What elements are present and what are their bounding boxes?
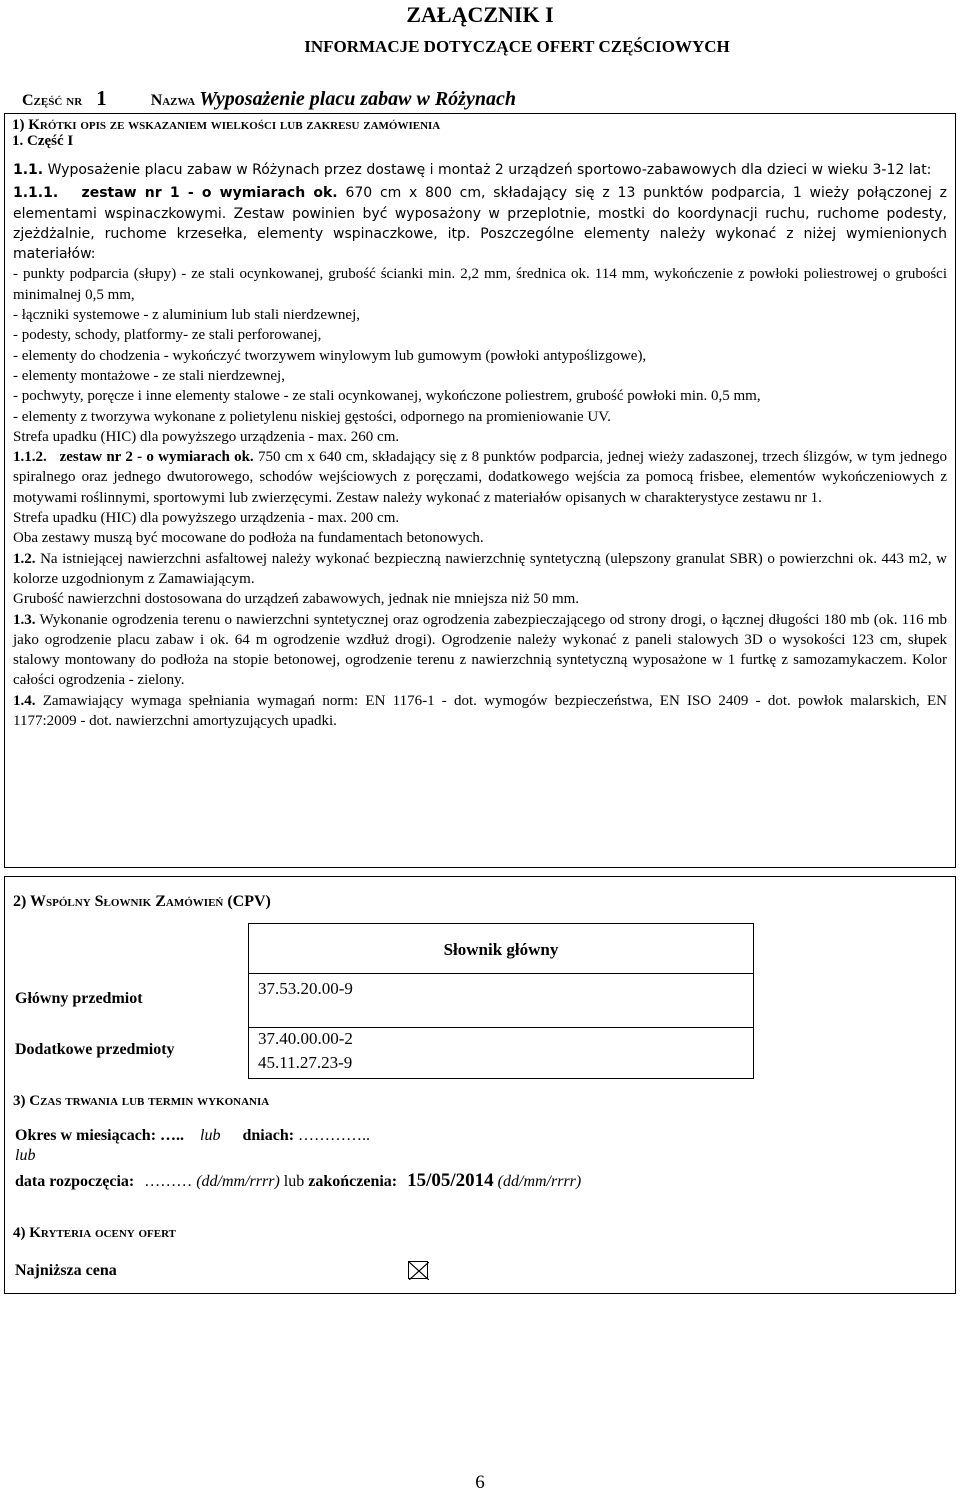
material-item: - elementy montażowe - ze stali nierdzewnej, <box>13 367 285 384</box>
paragraph-number: 1.2. <box>13 550 36 567</box>
end-label: zakończenia: <box>308 1173 398 1190</box>
paragraph-lead: zestaw nr 2 - o wymiarach ok. <box>59 449 254 466</box>
paragraph-text: Zamawiający wymaga spełniania wymagań norm: EN 1176-1 - dot. wymogów bezpieczeństwa, EN ISO 2409 - dot. powłok malarskich, EN 1177:2009 - dot. nawierzchni amortyzujących upadki. <box>13 692 948 730</box>
material-item: - elementy do chodzenia - wykończyć tworzywem winylowym lub gumowym (powłoki antypoślizgowe), <box>13 347 647 364</box>
days-label: dniach: <box>242 1127 295 1144</box>
page-number: 6 <box>475 1472 485 1493</box>
paragraph-number: 1.1.2. <box>13 449 47 466</box>
end-format: (dd/mm/rrrr) <box>497 1173 582 1190</box>
material-item: - łączniki systemowe - z aluminium lub stali nierdzewnej, <box>13 307 360 324</box>
part-line <box>22 86 516 111</box>
checkbox-cross-icon <box>409 1262 429 1280</box>
or-text: lub <box>200 1127 221 1144</box>
paragraph-text: Grubość nawierzchni dostosowana do urządzeń zabawowych, jednak nie mniejsza niż 50 mm. <box>13 591 580 608</box>
cpv-code: 45.11.27.23-9 <box>258 1053 353 1072</box>
criterion-label: Najniższa cena <box>15 1262 117 1279</box>
paragraph-number: 1.1. <box>13 162 44 178</box>
cpv-code: 37.40.00.00-2 <box>258 1029 353 1048</box>
material-item: - pochwyty, poręcze i inne elementy stalowe - ze stali ocynkowanej, wykończone poliestrem, grubość powłoki min. 0,5 mm, <box>13 388 761 405</box>
table-line <box>248 1078 754 1079</box>
paragraph-text: Oba zestawy muszą być mocowane do podłoża na fundamentach betonowych. <box>13 530 484 547</box>
part-label: Część nr <box>22 92 83 109</box>
cpv-code: 37.53.20.00-9 <box>258 979 353 998</box>
paragraph-number: 1.1.1. <box>13 185 59 202</box>
name-value: Wyposażenie placu zabaw w Różynach <box>199 88 516 110</box>
section-1-body <box>13 160 947 731</box>
paragraph-text: Na istniejącej nawierzchni asfaltowej należy wykonać bezpieczną nawierzchnię syntetyczną (ulepszony granulat SBR) o powierzchni ok. 443 m2, w kolorze uzgodnionym z Zamawiającym. <box>13 550 947 587</box>
document-title: ZAŁĄCZNIK I <box>406 2 554 27</box>
cpv-column-header: Słownik główny <box>443 940 559 959</box>
paragraph-number: 1.4. <box>13 692 36 709</box>
paragraph-text: Wyposażenie placu zabaw w Różynach przez dostawę i montaż 2 urządzeń sportowo-zabawowych dla dzieci w wieku 3-12 lat: <box>47 162 932 178</box>
months-value: ….. <box>160 1127 185 1144</box>
months-label: Okres w miesiącach: <box>15 1127 157 1144</box>
criterion-checkbox[interactable] <box>408 1261 428 1279</box>
paragraph-lead: zestaw nr 1 - o wymiarach ok. <box>81 185 338 202</box>
document-subtitle: INFORMACJE DOTYCZĄCE OFERT CZĘŚCIOWYCH <box>304 37 730 56</box>
start-value: ……… <box>144 1173 193 1190</box>
material-item: Strefa upadku (HIC) dla powyższego urządzenia - max. 260 cm. <box>13 428 400 445</box>
paragraph-text: 670 cm x 800 cm, składający się z 13 punktów podparcia, 1 wieży połączonej z elementami wspinaczkowymi. Zestaw powinien być wyposażony w przeplotnie, mostki do koordynacji ruchu, ruchome podesty, zjeżdżalnie, ruchome krzesełka, elementy wspinaczkowe, itp. Poszczególne elementy należy wykonać z niżej wymienionych materiałów: <box>13 185 948 263</box>
material-item: - podesty, schody, platformy- ze stali perforowanej, <box>13 327 322 344</box>
table-line <box>248 923 754 924</box>
dates-line <box>15 1170 581 1192</box>
paragraph-text: 750 cm x 640 cm, składający się z 8 punktów podparcia, jednej wieży zadaszonej, trzech ślizgów, w tym jednego spiralnego oraz jednego dwutorowego, schodów wejściowych z poręczami, dodatkowego wejścia za pomocą frisbee, elementów wykończeniowych z motywami roślinnymi, sportowymi lub zwierzęcymi. Zestaw należy wykonać z materiałów opisanych w charakterystyce zestawu nr 1. <box>13 449 948 506</box>
cpv-row-label: Główny przedmiot <box>15 990 143 1007</box>
part-number: 1 <box>96 86 107 110</box>
section-1-heading: 1) Krótki opis ze wskazaniem wielkości lub zakresu zamówienia <box>12 117 441 133</box>
or-text: lub <box>15 1147 36 1164</box>
start-format: (dd/mm/rrrr) <box>196 1173 280 1190</box>
start-label: data rozpoczęcia: <box>15 1173 135 1190</box>
section-4-heading: 4) Kryteria oceny ofert <box>13 1225 176 1241</box>
material-item: - punkty podparcia (słupy) - ze stali ocynkowanej, grubość ścianki min. 2,2 mm, średnica ok. 114 mm, wykończenie z powłoki poliestrowej o grubości minimalnej 0,5 mm, <box>13 266 947 303</box>
table-line <box>248 1027 754 1028</box>
days-value: ………….. <box>298 1127 371 1144</box>
part-heading: 1. Część I <box>12 133 74 149</box>
table-line <box>753 923 754 1079</box>
table-line <box>248 973 754 974</box>
name-label: Nazwa <box>150 92 196 109</box>
paragraph-number: 1.3. <box>13 611 36 628</box>
duration-line <box>15 1127 370 1145</box>
paragraph-text: Strefa upadku (HIC) dla powyższego urządzenia - max. 200 cm. <box>13 510 400 527</box>
end-value: 15/05/2014 <box>407 1170 494 1191</box>
material-item: - elementy z tworzywa wykonane z polietylenu niskiej gęstości, odpornego na promieniowanie UV. <box>13 408 611 425</box>
paragraph-text: Wykonanie ogrodzenia terenu o nawierzchni syntetycznej oraz ogrodzenia zabezpieczającego od strony drogi, o łącznej długości 180 mb (ok. 116 mb jako ogrodzenie placu zabaw i ok. 64 m ogrodzenie wzdłuż drogi). Ogrodzenie należy wykonać z paneli stalowych 3D o wysokości 123 cm, słupek stalowy montowany do podłoża na stopie betonowej, ogrodzenie terenu z nawierzchnią syntetyczną wyposażone w 1 furtkę z samozamykaczem. Kolor całości ogrodzenia - zielony. <box>13 611 947 689</box>
section-3-heading: 3) Czas trwania lub termin wykonania <box>13 1093 270 1109</box>
cpv-row-label: Dodatkowe przedmioty <box>15 1041 175 1058</box>
or-text: lub <box>283 1173 305 1190</box>
section-2-heading: 2) Wspólny Słownik Zamówień (CPV) <box>13 893 271 910</box>
